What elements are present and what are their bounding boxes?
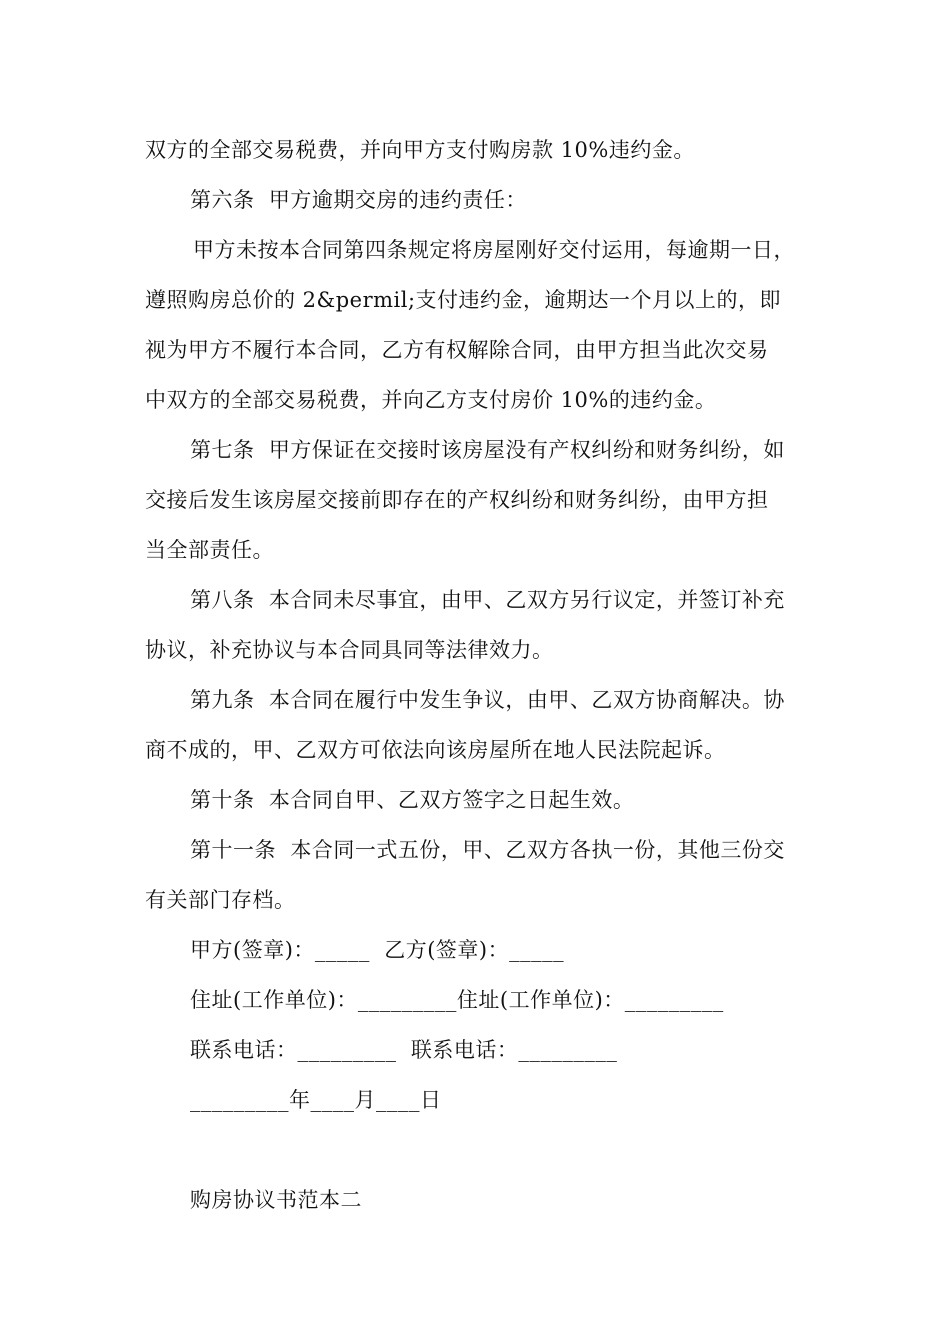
article-7: 第七条 甲方保证在交接时该房屋没有产权纠纷和财务纠纷，如 [190,438,785,462]
phone-line: 联系电话：_________ 联系电话：_________ [190,1038,618,1062]
article-11: 第十一条 本合同一式五份，甲、乙双方各执一份，其他三份交 [190,838,785,862]
text-line: 协议，补充协议与本合同具同等法律效力。 [145,638,554,662]
text-line: 甲方未按本合同第四条规定将房屋刚好交付运用，每逾期一日， [193,238,795,262]
text-line: 遵照购房总价的 2&permil;支付违约金，逾期达一个月以上的，即 [145,288,782,312]
text-line: 有关部门存档。 [145,888,296,912]
article-8: 第八条 本合同未尽事宜，由甲、乙双方另行议定，并签订补充 [190,588,785,612]
text-line: 视为甲方不履行本合同，乙方有权解除合同，由甲方担当此次交易 [145,338,769,362]
text-line: 商不成的，甲、乙双方可依法向该房屋所在地人民法院起诉。 [145,738,726,762]
article-9: 第九条 本合同在履行中发生争议，由甲、乙双方协商解决。协 [190,688,785,712]
address-line: 住址(工作单位)：_________住址(工作单位)：_________ [190,988,724,1012]
text-line: 交接后发生该房屋交接前即存在的产权纠纷和财务纠纷，由甲方担 [145,488,769,512]
signature-line: 甲方(签章)：_____ 乙方(签章)：_____ [190,938,565,962]
article-10: 第十条 本合同自甲、乙双方签字之日起生效。 [190,788,635,812]
text-line: 中双方的全部交易税费，并向乙方支付房价 10%的违约金。 [145,388,717,412]
text-line: 当全部责任。 [145,538,274,562]
date-line: _________年____月____日 [190,1088,442,1112]
text-line: 双方的全部交易税费，并向甲方支付购房款 10%违约金。 [145,138,695,162]
section-title: 购房协议书范本二 [190,1188,362,1212]
article-6-heading: 第六条 甲方逾期交房的违约责任： [190,188,527,212]
